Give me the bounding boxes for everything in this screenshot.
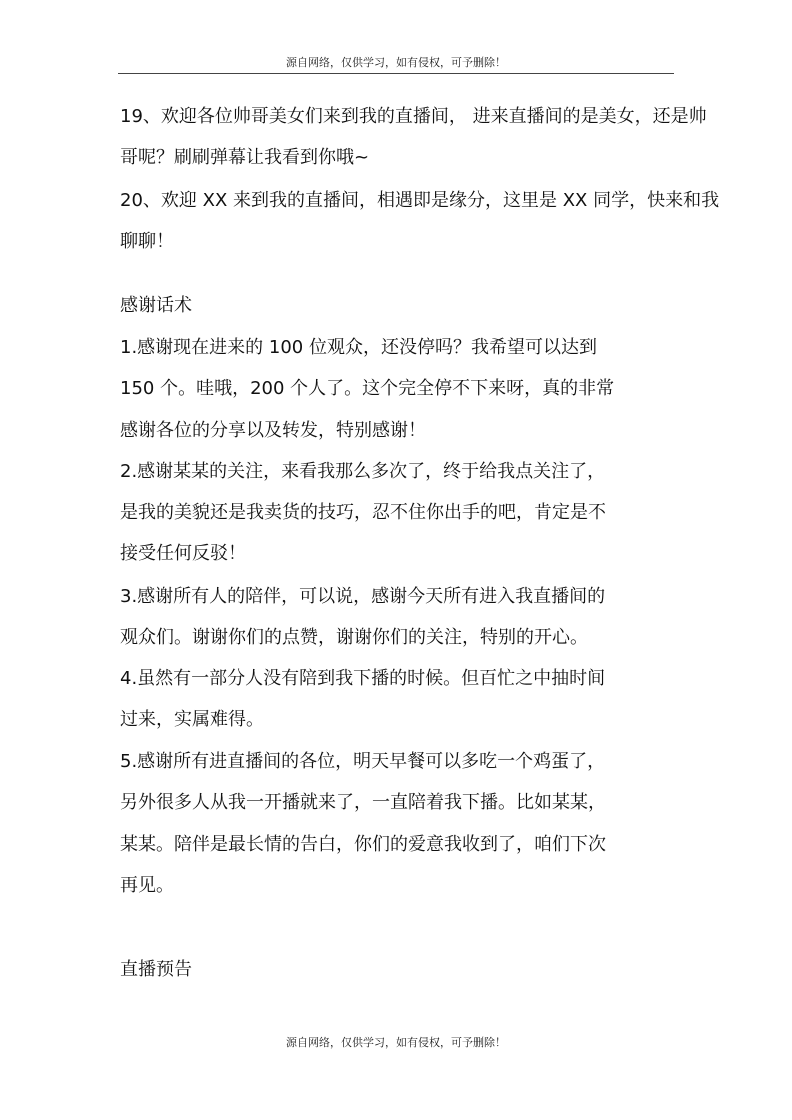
text-line-thanks-5-part3: 某某。陪伴是最长情的告白，你们的爱意我收到了，咱们下次 — [120, 834, 606, 855]
text-line-item-19-part2: 哥呢？刷刷弹幕让我看到你哦~ — [120, 147, 370, 168]
text-line-thanks-5-part1: 5.感谢所有进直播间的各位，明天早餐可以多吃一个鸡蛋了， — [120, 751, 606, 772]
text-line-item-20-part1: 20、欢迎 XX 来到我的直播间，相遇即是缘分，这里是 XX 同学，快来和我 — [120, 190, 720, 211]
section-heading-preview: 直播预告 — [120, 959, 192, 980]
text-line-item-19-part1: 19、欢迎各位帅哥美女们来到我的直播间， 进来直播间的是美女，还是帅 — [120, 106, 707, 127]
section-heading-thanks: 感谢话术 — [120, 295, 192, 316]
text-line-thanks-4-part1: 4.虽然有一部分人没有陪到我下播的时候。但百忙之中抽时间 — [120, 668, 606, 689]
text-line-thanks-5-part2: 另外很多人从我一开播就来了，一直陪着我下播。比如某某， — [120, 792, 606, 813]
text-line-item-20-part2: 聊聊！ — [120, 231, 174, 252]
header-disclaimer: 源自网络，仅供学习，如有侵权，可予删除！ — [286, 56, 506, 69]
text-line-thanks-1-part1: 1.感谢现在进来的 100 位观众，还没停吗？我希望可以达到 — [120, 337, 597, 358]
text-line-thanks-3-part1: 3.感谢所有人的陪伴，可以说，感谢今天所有进入我直播间的 — [120, 586, 606, 607]
text-line-thanks-1-part3: 感谢各位的分享以及转发，特别感谢！ — [120, 420, 426, 441]
text-line-thanks-4-part2: 过来，实属难得。 — [120, 709, 264, 730]
text-line-thanks-2-part2: 是我的美貌还是我卖货的技巧，忍不住你出手的吧，肯定是不 — [120, 502, 606, 523]
text-line-thanks-1-part2: 150 个。哇哦，200 个人了。这个完全停不下来呀，真的非常 — [120, 378, 615, 399]
text-line-thanks-2-part1: 2.感谢某某的关注，来看我那么多次了，终于给我点关注了， — [120, 461, 606, 482]
text-line-thanks-5-part4: 再见。 — [120, 875, 174, 896]
footer-disclaimer: 源自网络，仅供学习，如有侵权，可予删除！ — [286, 1036, 506, 1049]
text-line-thanks-3-part2: 观众们。谢谢你们的点赞，谢谢你们的关注，特别的开心。 — [120, 627, 588, 648]
header-divider — [118, 73, 674, 74]
text-line-thanks-2-part3: 接受任何反驳！ — [120, 543, 246, 564]
